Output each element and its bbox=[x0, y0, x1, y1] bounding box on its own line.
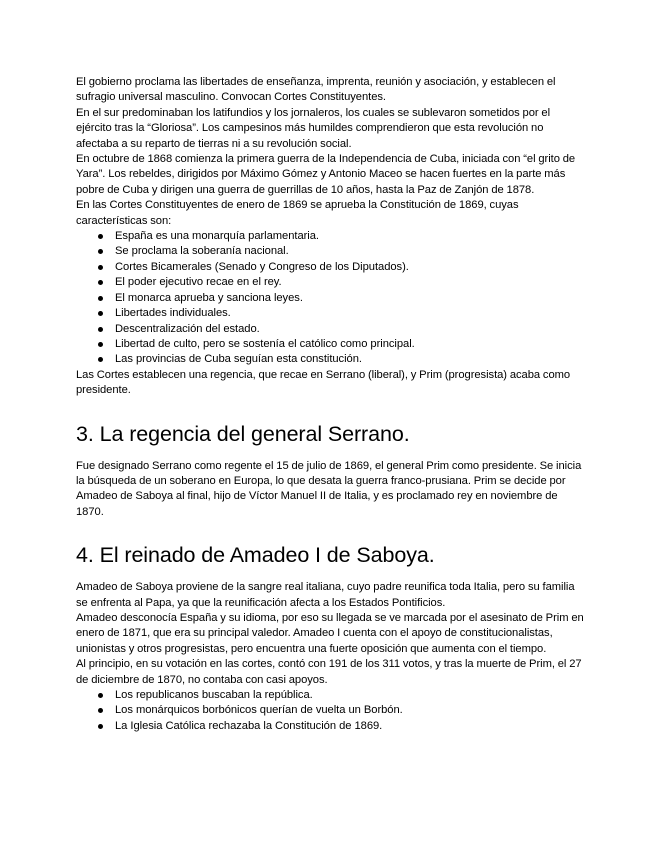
list-item: Los monárquicos borbónicos querían de vuelta un Borbón. bbox=[98, 703, 585, 718]
list-item: Libertad de culto, pero se sostenía el católico como principal. bbox=[98, 337, 585, 352]
paragraph-amadeo-origen: Amadeo de Saboya proviene de la sangre real italiana, cuyo padre reunifica toda Italia, pero su familia se enfrenta al Papa, ya que la reunificación afecta a los Estados Pontificios. bbox=[76, 581, 575, 609]
bullet-icon bbox=[98, 296, 103, 301]
bullet-icon bbox=[98, 265, 103, 270]
bullet-icon bbox=[98, 327, 103, 332]
opposition-list bbox=[76, 688, 585, 734]
paragraph-constitucion-1869: En las Cortes Constituyentes de enero de 1869 se aprueba la Constitución de 1869, cuyas características son: bbox=[76, 199, 519, 227]
bullet-icon bbox=[98, 693, 103, 698]
list-item: Libertades individuales. bbox=[98, 306, 585, 321]
heading-reinado-amadeo: 4. El reinado de Amadeo I de Saboya. bbox=[76, 543, 435, 568]
constitution-characteristics-list bbox=[76, 229, 585, 368]
paragraph-amadeo-llegada: Amadeo desconocía España y su idioma, por eso su llegada se ve marcada por el asesinato de Prim en enero de 1871, que era su principal valedor. Amadeo I cuenta con el apoyo de constitucionalistas, unionistas y otros progresistas, pero encuentra una fuerte oposición que aumenta con el tiempo. bbox=[76, 611, 584, 655]
bullet-icon bbox=[98, 342, 103, 347]
paragraph-regencia: Las Cortes establecen una regencia, que recae en Serrano (liberal), y Prim (progresista) acaba como presidente. bbox=[76, 368, 571, 397]
list-item: Se proclama la soberanía nacional. bbox=[98, 244, 585, 259]
paragraph-serrano: Fue designado Serrano como regente el 15 de julio de 1869, el general Prim como presidente. Se inicia la búsqueda de un soberano en Europa, lo que desata la guerra franco-prusiana. Prim se decide por Amadeo de Saboya al final, hijo de Víctor Manuel II de Italia, y es proclamado rey en noviembre de 1870. bbox=[76, 459, 582, 518]
list-item: Las provincias de Cuba seguían esta constitución. bbox=[98, 352, 585, 367]
paragraph-libertades: El gobierno proclama las libertades de enseñanza, imprenta, reunión y asociación, y establecen el sufragio universal masculino. Convocan Cortes Constituyentes. bbox=[76, 76, 556, 104]
heading-regencia-serrano: 3. La regencia del general Serrano. bbox=[76, 421, 410, 446]
list-item: España es una monarquía parlamentaria. bbox=[98, 229, 585, 244]
bullet-icon bbox=[98, 357, 103, 362]
paragraph-amadeo-votacion: Al principio, en su votación en las cortes, contó con 191 de los 311 votos, y tras la muerte de Prim, el 27 de diciembre de 1870, no contaba con casi apoyos. bbox=[76, 658, 582, 686]
paragraph-guerra-cuba: En octubre de 1868 comienza la primera guerra de la Independencia de Cuba, iniciada con “el grito de Yara”. Los rebeldes, dirigidos por Máximo Gómez y Antonio Maceo se hacen fuertes en la parte más pobre de Cuba y dirigen una guerra de guerrillas de 10 años, hasta la Paz de Zanjón de 1878. bbox=[76, 153, 576, 196]
bullet-icon bbox=[98, 311, 103, 316]
bullet-icon bbox=[98, 234, 103, 239]
list-item: La Iglesia Católica rechazaba la Constitución de 1869. bbox=[98, 719, 585, 734]
list-item: Los republicanos buscaban la república. bbox=[98, 688, 585, 703]
list-item: Descentralización del estado. bbox=[98, 322, 585, 337]
bullet-icon bbox=[98, 280, 103, 285]
paragraph-latifundios: En el sur predominaban los latifundios y los jornaleros, los cuales se sublevaron sometidos por el ejército tras la “Gloriosa”. Los campesinos más humildes comprendieron que esta revolución no afectaba a su reparto de tierras ni a su revolución social. bbox=[76, 106, 551, 150]
list-item: El poder ejecutivo recae en el rey. bbox=[98, 275, 585, 290]
bullet-icon bbox=[98, 249, 103, 254]
list-item: El monarca aprueba y sanciona leyes. bbox=[98, 291, 585, 306]
list-item: Cortes Bicamerales (Senado y Congreso de los Diputados). bbox=[98, 260, 585, 275]
bullet-icon bbox=[98, 724, 103, 729]
bullet-icon bbox=[98, 708, 103, 713]
